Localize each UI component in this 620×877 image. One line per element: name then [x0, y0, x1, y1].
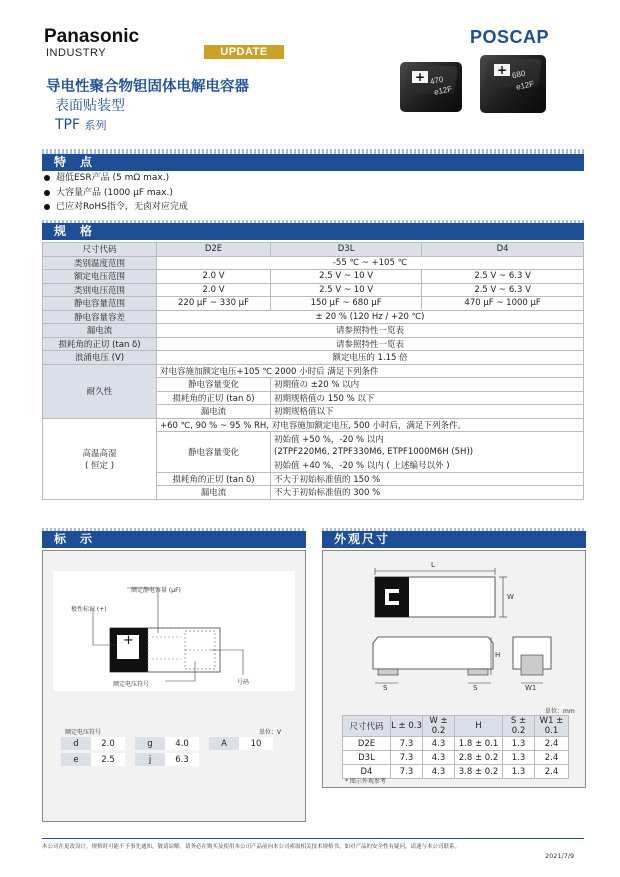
list-item: 大容量产品 (1000 μF max.) [44, 186, 188, 201]
capacitor-marking-value: 470 [429, 74, 445, 87]
table-row: 静电容量变化 初期值の ±20 % 以内 [43, 378, 584, 392]
footer-date: 2021/7/9 [545, 852, 575, 860]
rated-capacitance-label: 额定静电容量 (μF) [131, 587, 181, 594]
voltage-table-title: 额定电压符号 [65, 729, 102, 736]
polarity-plus-glyph: + [123, 633, 134, 648]
series-title [55, 117, 107, 133]
table-row: 损耗角的正切 (tan δ) 请参照特性一览表 [43, 337, 584, 351]
table-row: 额定电压范围 2.0 V 2.5 V ~ 10 V 2.5 V ~ 6.3 V [43, 270, 584, 284]
dim-label-S-right: S [473, 684, 478, 692]
table-row: 漏电流 初期规格值以下 [43, 405, 584, 419]
table-row: 浪涌电压 (V) 额定电压的 1.15 倍 [43, 351, 584, 365]
table-row: e 2.5 j 6.3 [61, 753, 273, 766]
table-row: D2E 7.3 4.3 1.8 ± 0.1 1.3 2.4 [343, 737, 569, 751]
capacitor-image-1 [400, 62, 462, 112]
page-title: 导电性聚合物钽固体电解电容器 [46, 79, 249, 95]
table-row: 静电容量范围 220 μF ~ 330 μF 150 μF ~ 680 μF 470 μF ~ 1000 μF [43, 297, 584, 311]
capacitor-marking-code: e12F [515, 79, 535, 92]
specs-table [42, 242, 584, 500]
panasonic-logo: Panasonic [44, 26, 140, 47]
table-row: D3L 7.3 4.3 2.8 ± 0.2 1.3 2.4 [343, 751, 569, 765]
table-row: 耐久性 对电容施加额定电压+105 ℃ 2000 小时后 满足下列条件 [43, 364, 584, 378]
marking-section-header: 标示 [42, 531, 306, 548]
update-badge: UPDATE [204, 45, 284, 59]
list-item: 已应对RoHS指令，无卤对应完成 [44, 200, 188, 215]
table-row: 类别温度范围 -55 ℃ ~ +105 ℃ [43, 256, 584, 270]
table-row: D4 7.3 4.3 3.8 ± 0.2 1.3 2.4 [343, 765, 569, 779]
footer-divider [42, 838, 584, 839]
capacitor-marking-code: e12F [433, 84, 453, 97]
bullet-icon [44, 175, 50, 181]
capacitor-marking-value: 680 [511, 68, 527, 81]
capacitor-image-2 [480, 55, 546, 113]
list-item: 超低ESR产品 (5 mΩ max.) [44, 171, 188, 186]
features-list [44, 171, 188, 215]
dim-label-H: H [495, 651, 501, 659]
series-name: TPF [55, 117, 81, 133]
table-row: (2TPF220M6, 2TPF330M6, ETPF1000M6H (5H)) [43, 445, 584, 459]
voltage-symbol-table [61, 737, 273, 766]
code-label: 号码 [237, 679, 250, 686]
table-row: 漏电流 请参照特性一览表 [43, 324, 584, 338]
specs-section-header: 规格 [42, 223, 584, 240]
polarity-plus-icon: + [412, 71, 428, 83]
voltage-symbol-label: 额定电压符号 [113, 681, 150, 688]
bullet-icon [44, 204, 50, 210]
footer-disclaimer: 本公司在更改设计，规格时可能不予事先通知，敬请谅解。请务必在购买及使用本公司产品前向本公司索取相关技术规格书，如对产品的安全性有疑问，请速与本公司联系。 [42, 844, 461, 850]
dim-label-S-left: S [383, 684, 388, 692]
dimensions-note: * 图示外观参考 [345, 778, 386, 785]
features-section-header: 特点 [42, 154, 584, 171]
dimension-drawing-svg [323, 551, 585, 701]
table-row: 高温高湿 ( 恒定 ) +60 ℃, 90 % ~ 95 % RH, 对电容施加额定电压, 500 小时后，满足下列条件。 [43, 418, 584, 432]
table-row: 尺寸代码 D2E D3L D4 [43, 243, 584, 257]
polarity-plus-icon: + [494, 64, 510, 76]
table-row: 漏电流 不大于初始标准值的 300 % [43, 486, 584, 500]
table-row: d 2.0 g 4.0 A 10 [61, 737, 273, 750]
table-row: 初始值 +40 %，-20 % 以内 ( 上述编号以外 ) [43, 459, 584, 473]
series-suffix: 系列 [84, 119, 107, 132]
table-row: 静电容量变化 初始值 +50 %，-20 % 以内 [43, 432, 584, 446]
page-subtitle: 表面贴装型 [55, 98, 125, 114]
bullet-icon [44, 190, 50, 196]
voltage-table-unit: 単位：V [259, 729, 282, 736]
panasonic-industry-label: INDUSTRY [46, 47, 107, 59]
dim-unit: 単位：mm [545, 708, 575, 715]
dim-label-W: W [507, 593, 514, 601]
table-row: 静电容量容差 ± 20 % (120 Hz / +20 ℃) [43, 310, 584, 324]
marking-panel [42, 550, 306, 822]
dimensions-section-header: 外观尺寸 [322, 531, 586, 548]
table-row: 损耗角的正切 (tan δ) 初期规格值の 150 % 以下 [43, 391, 584, 405]
dim-label-L: L [431, 561, 435, 569]
poscap-logo: POSCAP [470, 27, 550, 47]
dimensions-table [342, 715, 569, 779]
table-row: 类别电压范围 2.0 V 2.5 V ~ 10 V 2.5 V ~ 6.3 V [43, 283, 584, 297]
polarity-label: 极性标识 (+) [71, 606, 107, 613]
marking-diagram [53, 571, 295, 691]
dim-label-W1: W1 [525, 684, 537, 692]
table-row: 损耗角的正切 (tan δ) 不大于初始标准值的 150 % [43, 472, 584, 486]
table-row: 尺寸代码 L ± 0.3 W ± 0.2 H S ± 0.2 W1 ± 0.1 [343, 716, 569, 737]
